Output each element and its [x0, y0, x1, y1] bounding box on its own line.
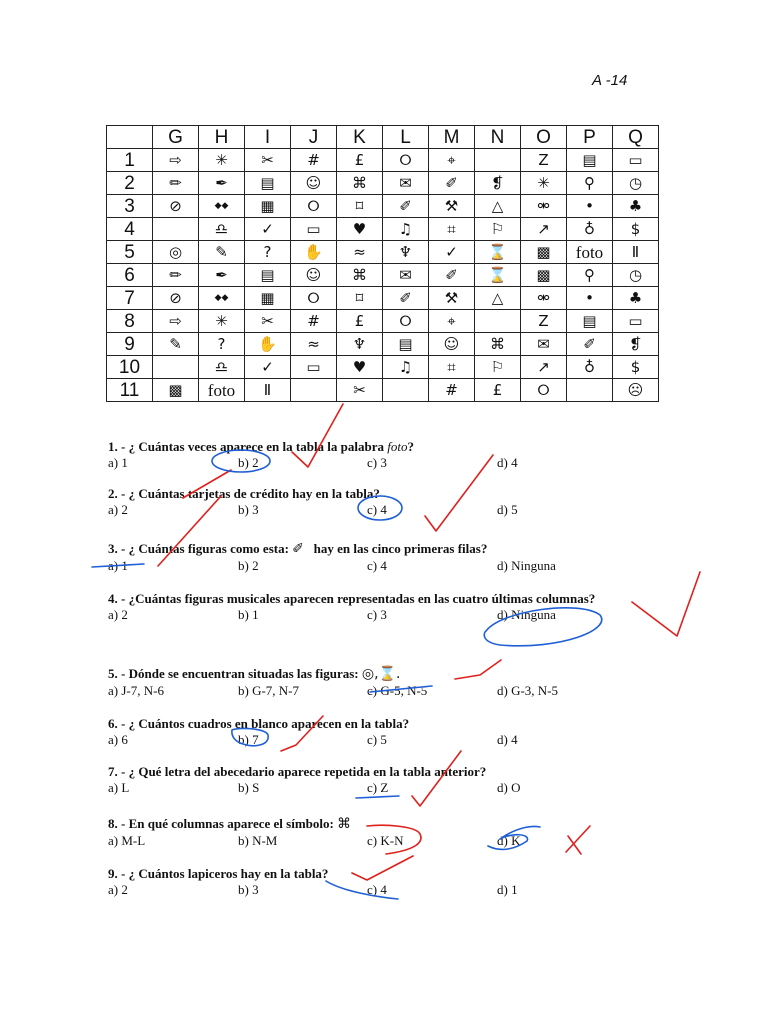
grid-cell: ⌛ — [475, 241, 521, 264]
option-d: d) 4 — [497, 732, 518, 747]
grid-cell: ▤ — [383, 333, 429, 356]
option-a: a) 2 — [108, 607, 128, 622]
grid-cell: ✒ — [199, 172, 245, 195]
grid-cell: ▭ — [291, 218, 337, 241]
row-header: 11 — [107, 379, 153, 402]
grid-cell: ✒ — [199, 264, 245, 287]
grid-cell: ⚮ — [521, 195, 567, 218]
grid-cell — [383, 379, 429, 402]
grid-cell: ▩ — [521, 241, 567, 264]
row-header: 8 — [107, 310, 153, 333]
grid-cell: ✋ — [291, 241, 337, 264]
grid-cell — [475, 310, 521, 333]
option-a: a) M-L — [108, 833, 146, 848]
grid-row — [107, 172, 659, 195]
column-header: K — [337, 126, 383, 149]
grid-cell: ⚒ — [429, 287, 475, 310]
question-8 — [108, 816, 648, 849]
option-a: a) 1 — [108, 455, 128, 470]
pencil-icon: ✐ — [292, 541, 304, 557]
grid-cell: ⚐ — [475, 356, 521, 379]
grid-cell: ✳ — [199, 310, 245, 333]
row-header: 6 — [107, 264, 153, 287]
question-6 — [108, 716, 648, 748]
grid-cell: ✂ — [245, 149, 291, 172]
option-c: c) 4 — [367, 882, 387, 897]
grid-cell: ⚮ — [521, 287, 567, 310]
page-number: A -14 — [592, 72, 628, 89]
blue-underline — [356, 796, 399, 798]
question-number: 2. - — [108, 486, 126, 501]
row-header: 4 — [107, 218, 153, 241]
grid-cell: ▩ — [153, 379, 199, 402]
column-header: L — [383, 126, 429, 149]
grid-cell: ⌑ — [337, 195, 383, 218]
grid-cell: ✂ — [337, 379, 383, 402]
grid-cell: £ — [337, 149, 383, 172]
grid-cell: ◆◆ — [199, 287, 245, 310]
grid-cell: ✳ — [199, 149, 245, 172]
grid-cell: ⇨ — [153, 149, 199, 172]
row-header: 7 — [107, 287, 153, 310]
grid-cell — [153, 356, 199, 379]
grid-cell: Z — [521, 149, 567, 172]
grid-cell: ⌘ — [337, 172, 383, 195]
grid-row — [107, 356, 659, 379]
grid-cell: ✐ — [567, 333, 613, 356]
grid-cell: ▭ — [291, 356, 337, 379]
question-1 — [108, 439, 648, 471]
question-text: ¿ Cuántas tarjetas de crédito hay en la tabla? — [128, 486, 380, 501]
grid-cell: ⇨ — [153, 310, 199, 333]
grid-cell: ▩ — [521, 264, 567, 287]
grid-cell: ✓ — [245, 218, 291, 241]
column-header: O — [521, 126, 567, 149]
grid-cell: • — [567, 195, 613, 218]
grid-cell: ♣ — [613, 287, 659, 310]
option-d: d) Ninguna — [497, 607, 556, 622]
grid-cell: ⌘ — [475, 333, 521, 356]
option-c: c) Z — [367, 780, 389, 795]
grid-cell: ⭘ — [291, 287, 337, 310]
grid-row — [107, 241, 659, 264]
column-header: M — [429, 126, 475, 149]
grid-cell: ✉ — [383, 264, 429, 287]
grid-row — [107, 195, 659, 218]
row-header: 9 — [107, 333, 153, 356]
option-d: d) O — [497, 780, 521, 795]
row-header: 3 — [107, 195, 153, 218]
grid-cell: ⭘ — [521, 379, 567, 402]
grid-cell: ⌑ — [337, 287, 383, 310]
grid-cell: △ — [475, 195, 521, 218]
grid-row — [107, 333, 659, 356]
grid-cell: ✎ — [153, 333, 199, 356]
option-b: b) S — [238, 780, 260, 795]
grid-cell: ♎ — [199, 356, 245, 379]
column-header: P — [567, 126, 613, 149]
option-b: b) 1 — [238, 607, 259, 622]
grid-cell: ♆ — [337, 333, 383, 356]
grid-cell: Ⅱ — [245, 379, 291, 402]
question-5 — [108, 666, 648, 699]
grid-cell: ▦ — [245, 195, 291, 218]
grid-cell: ✂ — [245, 310, 291, 333]
grid-cell: ✎ — [199, 241, 245, 264]
grid-cell: ▤ — [245, 172, 291, 195]
column-header: J — [291, 126, 337, 149]
option-b: b) N-M — [238, 833, 278, 848]
grid-cell: ⌘ — [337, 264, 383, 287]
option-d: d) Ninguna — [497, 558, 556, 573]
question-number: 6. - — [108, 716, 126, 731]
grid-cell: ⭘ — [383, 149, 429, 172]
grid-cell: # — [429, 379, 475, 402]
column-header: N — [475, 126, 521, 149]
option-c: c) K-N — [367, 833, 404, 848]
grid-cell: £ — [337, 310, 383, 333]
grid-cell: Z — [521, 310, 567, 333]
row-header: 1 — [107, 149, 153, 172]
grid-cell: ≈ — [291, 333, 337, 356]
question-text: ¿ Cuántos lapiceros hay en la tabla? — [128, 866, 329, 881]
grid-cell: ? — [199, 333, 245, 356]
question-3 — [108, 541, 648, 574]
grid-cell: ☺ — [291, 264, 337, 287]
grid-cell: ⊘ — [153, 287, 199, 310]
grid-cell: ◷ — [613, 264, 659, 287]
grid-cell: ✏ — [153, 172, 199, 195]
option-c: c) 4 — [367, 502, 387, 517]
option-c: c) 4 — [367, 558, 387, 573]
grid-cell: ▤ — [245, 264, 291, 287]
grid-cell: foto — [199, 379, 245, 402]
grid-cell: ❡ — [613, 333, 659, 356]
option-a: a) L — [108, 780, 130, 795]
option-c: c) 5 — [367, 732, 387, 747]
option-d: d) 1 — [497, 882, 518, 897]
option-a: a) 2 — [108, 882, 128, 897]
grid-cell: ⌖ — [429, 149, 475, 172]
grid-cell: ◆◆ — [199, 195, 245, 218]
grid-cell: ↗ — [521, 218, 567, 241]
grid-cell: ♥ — [337, 218, 383, 241]
grid-cell: ✏ — [153, 264, 199, 287]
grid-row — [107, 287, 659, 310]
grid-cell: ☺ — [429, 333, 475, 356]
grid-cell: ♁ — [567, 356, 613, 379]
grid-cell: ♁ — [567, 218, 613, 241]
row-header: 5 — [107, 241, 153, 264]
grid-cell: ❡ — [475, 172, 521, 195]
question-text: ¿ Cuántas veces aparece en la tabla la palabra — [128, 439, 385, 454]
grid-cell: ☺ — [291, 172, 337, 195]
question-text: ¿Cuántas figuras musicales aparecen representadas en las cuatro últimas columnas? — [128, 591, 596, 606]
grid-cell: ⚒ — [429, 195, 475, 218]
question-9 — [108, 866, 648, 898]
grid-row — [107, 310, 659, 333]
grid-cell: ⌗ — [429, 356, 475, 379]
grid-cell: ⚐ — [475, 218, 521, 241]
grid-cell: ⭘ — [383, 310, 429, 333]
question-end: ? — [407, 439, 414, 454]
grid-cell: £ — [475, 379, 521, 402]
column-header: G — [153, 126, 199, 149]
grid-cell: ✉ — [383, 172, 429, 195]
symbol-grid — [106, 125, 659, 402]
grid-cell: ? — [245, 241, 291, 264]
grid-cell: ▭ — [613, 149, 659, 172]
grid-cell: Ⅱ — [613, 241, 659, 264]
command-icon: ⌘ — [337, 816, 352, 832]
grid-cell: ✐ — [429, 264, 475, 287]
grid-cell: ♥ — [337, 356, 383, 379]
column-header: I — [245, 126, 291, 149]
grid-cell: ✐ — [429, 172, 475, 195]
grid-cell — [475, 149, 521, 172]
option-d: d) K — [497, 833, 521, 848]
question-text: ¿ Cuántos cuadros en blanco aparecen en la tabla? — [128, 716, 410, 731]
grid-cell: ♫ — [383, 356, 429, 379]
row-header: 10 — [107, 356, 153, 379]
question-number: 3. - — [108, 541, 126, 556]
grid-cell: # — [291, 149, 337, 172]
grid-cell: # — [291, 310, 337, 333]
grid-cell: ✉ — [521, 333, 567, 356]
grid-cell: △ — [475, 287, 521, 310]
option-c: c) G-5, N-5 — [367, 683, 428, 698]
grid-cell: ▤ — [567, 149, 613, 172]
grid-cell: ✳ — [521, 172, 567, 195]
option-d: d) 4 — [497, 455, 518, 470]
grid-cell: ✐ — [383, 195, 429, 218]
option-b: b) 3 — [238, 882, 259, 897]
grid-cell: $ — [613, 356, 659, 379]
target-hourglass-icon: ◎,⌛. — [361, 666, 401, 682]
option-d: d) 5 — [497, 502, 518, 517]
grid-cell: ⌛ — [475, 264, 521, 287]
grid-cell: ↗ — [521, 356, 567, 379]
grid-cell: ⚲ — [567, 172, 613, 195]
grid-cell: ⊘ — [153, 195, 199, 218]
grid-cell: • — [567, 287, 613, 310]
grid-cell: ✓ — [429, 241, 475, 264]
option-b: b) 7 — [238, 732, 259, 747]
option-b: b) G-7, N-7 — [238, 683, 300, 698]
grid-cell: ♣ — [613, 195, 659, 218]
question-number: 9. - — [108, 866, 126, 881]
column-header: Q — [613, 126, 659, 149]
grid-cell: ▤ — [567, 310, 613, 333]
grid-cell: ✋ — [245, 333, 291, 356]
question-number: 5. - — [108, 666, 126, 681]
grid-cell — [153, 218, 199, 241]
grid-cell — [567, 379, 613, 402]
grid-cell: ♎ — [199, 218, 245, 241]
grid-cell: ✓ — [245, 356, 291, 379]
option-d: d) G-3, N-5 — [497, 683, 559, 698]
grid-cell: ☹ — [613, 379, 659, 402]
grid-cell: ♆ — [383, 241, 429, 264]
option-b: b) 2 — [238, 455, 259, 470]
question-number: 8. - — [108, 816, 126, 831]
question-text: ¿ Cuántas figuras como esta: — [128, 541, 289, 556]
grid-cell: ⌖ — [429, 310, 475, 333]
grid-cell: foto — [567, 241, 613, 264]
grid-cell: ▦ — [245, 287, 291, 310]
grid-header-row — [107, 126, 659, 149]
grid-row — [107, 149, 659, 172]
question-text: Dónde se encuentran situadas las figuras: — [128, 666, 359, 681]
grid-cell — [291, 379, 337, 402]
question-word: foto — [387, 439, 408, 454]
row-header: 2 — [107, 172, 153, 195]
column-header — [107, 126, 153, 149]
grid-cell: ⌗ — [429, 218, 475, 241]
question-text: En qué columnas aparece el símbolo: — [128, 816, 334, 831]
question-number: 7. - — [108, 764, 126, 779]
option-a: a) J-7, N-6 — [108, 683, 164, 698]
question-2 — [108, 486, 648, 518]
grid-cell: ♫ — [383, 218, 429, 241]
grid-cell: ▭ — [613, 310, 659, 333]
question-text: ¿ Qué letra del abecedario aparece repetida en la tabla anterior? — [128, 764, 487, 779]
grid-row — [107, 379, 659, 402]
question-text-2: hay en las cinco primeras filas? — [313, 541, 488, 556]
question-number: 4. - — [108, 591, 126, 606]
grid-cell: ⭘ — [291, 195, 337, 218]
option-a: a) 1 — [108, 558, 128, 573]
grid-row — [107, 218, 659, 241]
question-number: 1. - — [108, 439, 126, 454]
grid-row — [107, 264, 659, 287]
option-c: c) 3 — [367, 607, 387, 622]
grid-cell: ◎ — [153, 241, 199, 264]
grid-cell: ≈ — [337, 241, 383, 264]
question-7 — [108, 764, 648, 796]
grid-cell: ◷ — [613, 172, 659, 195]
option-a: a) 2 — [108, 502, 128, 517]
option-a: a) 6 — [108, 732, 128, 747]
question-4 — [108, 591, 648, 623]
option-c: c) 3 — [367, 455, 387, 470]
grid-cell: ⚲ — [567, 264, 613, 287]
option-b: b) 3 — [238, 502, 259, 517]
grid-cell: $ — [613, 218, 659, 241]
grid-cell: ✐ — [383, 287, 429, 310]
option-b: b) 2 — [238, 558, 259, 573]
column-header: H — [199, 126, 245, 149]
